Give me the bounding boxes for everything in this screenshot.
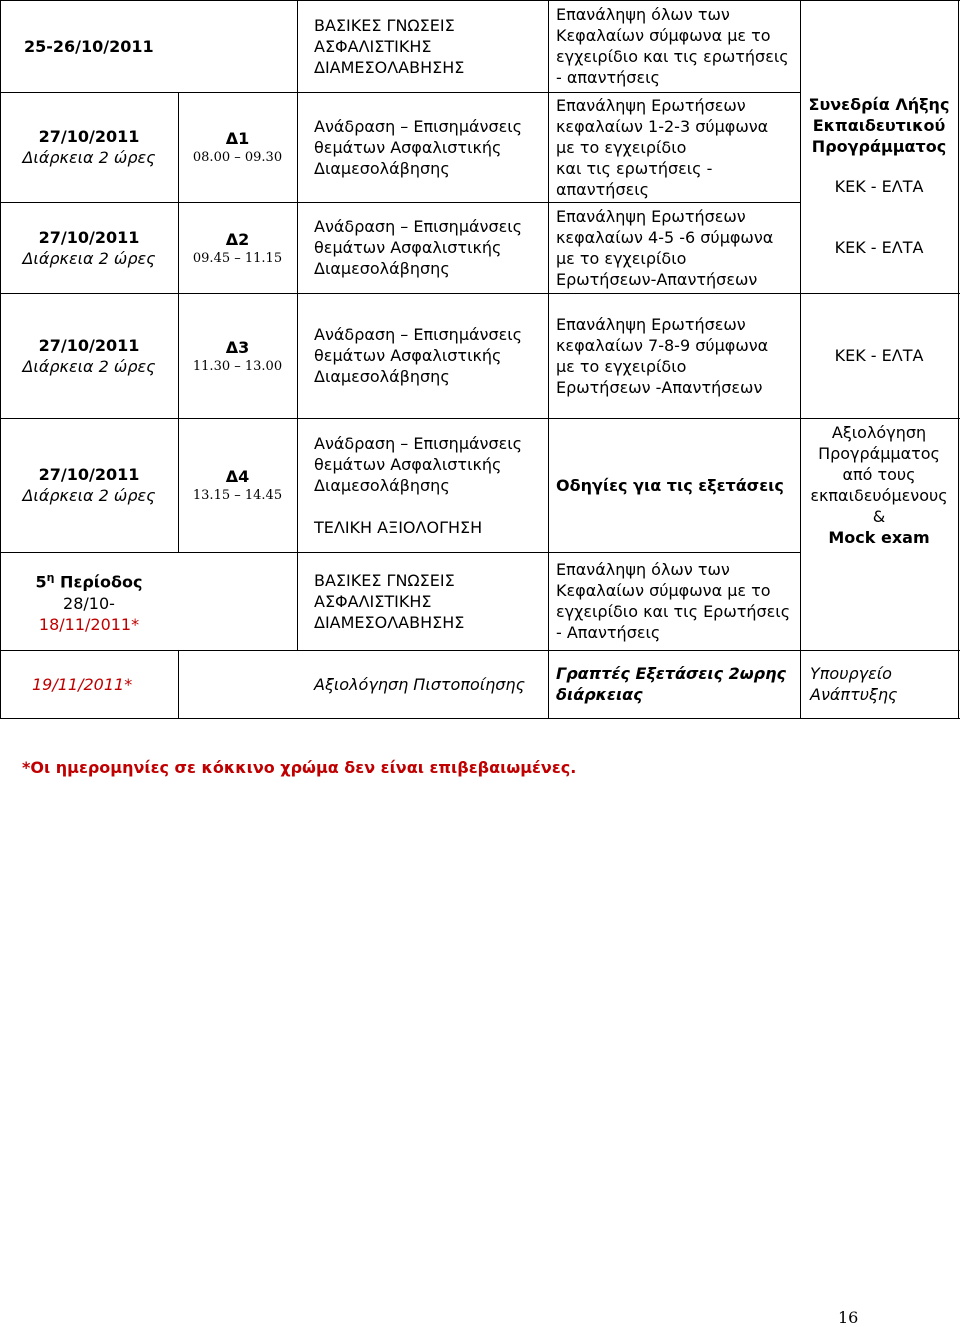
- row1-subject: ΒΑΣΙΚΕΣ ΓΝΩΣΕΙΣ ΑΣΦΑΛΙΣΤΙΚΗΣ ΔΙΑΜΕΣΟΛΑΒΗΣΗΣ: [314, 15, 465, 77]
- row5-session: Δ4 13.15 – 14.45: [192, 467, 283, 503]
- row7-location: Υπουργείο Ανάπτυξης: [810, 664, 898, 704]
- row5-location: Αξιολόγηση Προγράμματος από τους εκπαιδευόμενους & Mock exam: [810, 423, 948, 547]
- row5-content: Οδηγίες για τις εξετάσεις: [556, 475, 784, 495]
- row3-content: Επανάληψη Ερωτήσεων κεφαλαίων 4-5 -6 σύμφωνα με το εγχειρίδιο Ερωτήσεων-Απαντήσεων: [556, 206, 774, 289]
- row2-location: Συνεδρία Λήξης Εκπαιδευτικού Προγράμματος ΚΕΚ - ΕΛΤΑ: [808, 95, 950, 196]
- row7-subject: Αξιολόγηση Πιστοποίησης: [314, 674, 525, 694]
- row3-subject: Ανάδραση – Επισημάνσεις θεμάτων Ασφαλιστικής Διαμεσολάβησης: [314, 217, 523, 278]
- row5-subject: Ανάδραση – Επισημάνσεις θεμάτων Ασφαλιστικής Διαμεσολάβησης ΤΕΛΙΚΗ ΑΞΙΟΛΟΓΗΣΗ: [314, 433, 523, 537]
- row1-content: Επανάληψη όλων των Κεφαλαίων σύμφωνα με το εγχειρίδιο και τις ερωτήσεις - απαντήσεις: [556, 5, 789, 87]
- row4-subject: Ανάδραση – Επισημάνσεις θεμάτων Ασφαλιστικής Διαμεσολάβησης: [314, 325, 523, 386]
- row4-location: ΚΕΚ - ΕΛΤΑ: [834, 346, 924, 365]
- row6-subject: ΒΑΣΙΚΕΣ ΓΝΩΣΕΙΣ ΑΣΦΑΛΙΣΤΙΚΗΣ ΔΙΑΜΕΣΟΛΑΒΗΣΗΣ: [314, 570, 465, 632]
- row1-date: 25-26/10/2011: [24, 36, 154, 56]
- row7-content: Γραπτές Εξετάσεις 2ωρης διάρκειας: [556, 664, 786, 704]
- row2-date: 27/10/2011 Διάρκεια 2 ώρες: [22, 127, 156, 167]
- page-number: 16: [838, 1308, 859, 1327]
- row4-content: Επανάληψη Ερωτήσεων κεφαλαίων 7-8-9 σύμφωνα με το εγχειρίδιο Ερωτήσεων -Απαντήσεων: [556, 314, 769, 397]
- row3-session: Δ2 09.45 – 11.15: [192, 229, 283, 266]
- footnote: *Οι ημερομηνίες σε κόκκινο χρώμα δεν είναι επιβεβαιωμένες.: [22, 758, 577, 777]
- row2-subject: Ανάδραση – Επισημάνσεις θεμάτων Ασφαλιστικής Διαμεσολάβησης: [314, 116, 523, 178]
- row2-content: Επανάληψη Ερωτήσεων κεφαλαίων 1-2-3 σύμφωνα με το εγχειρίδιο και τις ερωτήσεις - απαντήσεις: [556, 95, 769, 199]
- final-evaluation-label: ΤΕΛΙΚΗ ΑΞΙΟΛΟΓΗΣΗ: [314, 517, 483, 537]
- row6-period: $5^\eta$ Περίοδος 28/10- 18/11/2011*: [35, 571, 143, 634]
- row4-session: Δ3 11.30 – 13.00: [192, 337, 283, 374]
- row3-location: ΚΕΚ - ΕΛΤΑ: [834, 238, 924, 257]
- row2-session: Δ1 08.00 – 09.30: [192, 129, 283, 165]
- row5-date: 27/10/2011 Διάρκεια 2 ώρες: [22, 465, 156, 505]
- row4-date: 27/10/2011 Διάρκεια 2 ώρες: [22, 335, 156, 376]
- row6-content: Επανάληψη όλων των Κεφαλαίων σύμφωνα με το εγχειρίδιο και τις Ερωτήσεις - Απαντήσεις: [556, 560, 791, 642]
- row3-date: 27/10/2011 Διάρκεια 2 ώρες: [22, 227, 156, 268]
- row7-date: 19/11/2011*: [32, 674, 133, 694]
